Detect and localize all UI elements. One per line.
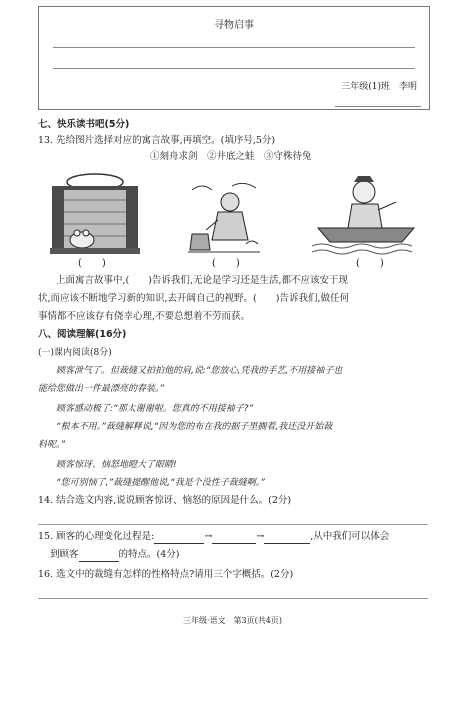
q14-answer-line[interactable] <box>38 524 428 525</box>
q13-fill-line1: 上面寓言故事中,( )告诉我们,无论是学习还是生活,都不应该安于现 <box>56 275 348 286</box>
q15-stem: 15. 顾客的心理变化过程是: <box>38 531 155 542</box>
q15-blank-4[interactable] <box>79 551 119 562</box>
notice-ruled-line <box>53 47 415 48</box>
stump-rabbit-picture <box>182 178 266 254</box>
passage-line: “您可别恼了,”裁缝提醒他说,“我是个没性子裁缝啊。” <box>56 478 265 488</box>
section8-heading: 八、阅读理解(16分) <box>38 329 127 340</box>
passage-line: 顾客泄气了。但裁缝又拍拍他的肩,说:“您放心,凭我的手艺,不用接袖子也 <box>56 366 343 376</box>
q16-answer-line[interactable] <box>38 598 428 599</box>
q15-line1 <box>38 530 389 544</box>
passage-line: 顾客惊讶、恼怒地瞪大了眼睛! <box>56 460 177 470</box>
arrow-1: → <box>204 531 213 542</box>
q13-stem: 13. 先给图片选择对应的寓言故事,再填空。(填序号,5分) <box>38 135 276 146</box>
page-footer: 三年级·语文 第3页(共4页) <box>183 616 282 625</box>
q13-fill-line3: 事情都不应该存有侥幸心理,不要总想着不劳而获。 <box>38 311 251 322</box>
pic2-answer-paren[interactable]: ( ) <box>212 258 240 269</box>
arrow-2: → <box>256 531 265 542</box>
notice-title: 寻物启事 <box>214 20 254 31</box>
boat-sword-picture <box>312 172 420 256</box>
q15-blank-2[interactable] <box>212 533 256 544</box>
passage-line: “根本不用。”裁缝解释说,“因为您的布在我的据子里搁着,我还没开始裁 <box>56 422 333 432</box>
q15-line2 <box>50 548 179 562</box>
lost-item-notice-box <box>38 6 430 110</box>
pic3-answer-paren[interactable]: ( ) <box>356 258 384 269</box>
q15-blank-1[interactable] <box>154 533 204 544</box>
q15-suffix: 的特点。(4分) <box>118 549 180 560</box>
notice-signature: 三年级(1)班 李明 <box>341 82 417 92</box>
passage-line: 料呢。” <box>38 440 66 450</box>
q16-text: 16. 选文中的裁缝有怎样的性格特点?请用三个字概括。(2分) <box>38 569 294 580</box>
section8-subheading: (一)课内阅读(8分) <box>38 348 112 358</box>
notice-ruled-line <box>53 68 415 69</box>
notice-signature-line <box>335 106 421 107</box>
section7-heading: 七、快乐读书吧(5分) <box>38 119 130 130</box>
passage-line: 顾客感动极了:“那太谢谢啦。您真的不用接袖子?” <box>56 404 254 414</box>
q13-options: ①刻舟求剑 ②井底之蛙 ③守株待兔 <box>150 151 312 162</box>
q13-fill-line2: 状,而应该不断地学习新的知识,去开阔自己的视野。( )告诉我们,做任何 <box>38 293 349 304</box>
q15-blank-3[interactable] <box>264 533 310 544</box>
passage-line: 能给您做出一件最漂亮的春装。” <box>38 384 165 394</box>
pic1-answer-paren[interactable]: ( ) <box>78 258 106 269</box>
q14-text: 14. 结合选文内容,说说顾客惊讶、恼怒的原因是什么。(2分) <box>38 495 292 506</box>
q15-prefix: 到顾客 <box>50 549 79 560</box>
well-frog-picture <box>50 172 140 254</box>
q15-continuation: ,从中我们可以体会 <box>310 531 390 542</box>
